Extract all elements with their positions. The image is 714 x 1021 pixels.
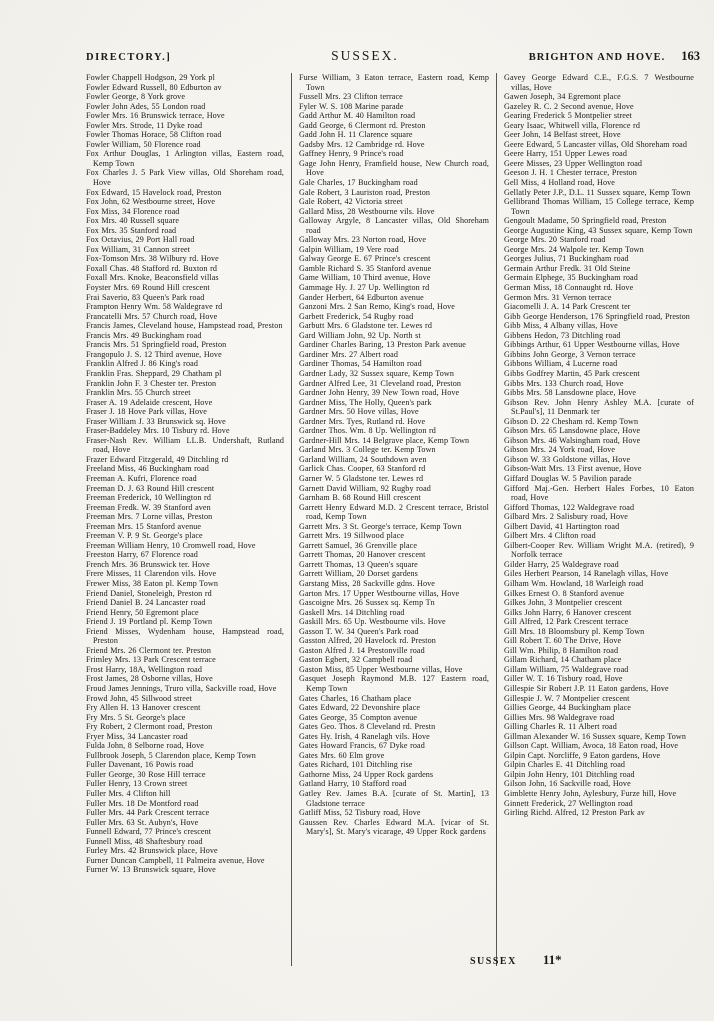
directory-entry: Fox John, 62 Westbourne street, Hove xyxy=(86,197,216,207)
directory-entry: Gates Richard, 101 Ditchling rise xyxy=(299,760,413,770)
directory-entry: Garton Mrs. 17 Upper Westbourne villas, Hove xyxy=(299,588,460,598)
directory-entry: Fox Edward, 15 Havelock road, Preston xyxy=(86,187,222,197)
directory-entry: Gazeley R. C. 2 Second avenue, Hove xyxy=(504,101,634,111)
directory-entry: Game William, 10 Third avenue, Hove xyxy=(299,273,431,283)
directory-entry: Gallard Miss, 28 Westbourne vils. Hove xyxy=(299,206,435,216)
directory-entry: Franklin Fras. Sheppard, 29 Chatham pl xyxy=(86,368,222,378)
directory-entry: Gibbens Hedon, 73 Ditchling road xyxy=(504,330,621,340)
directory-entry: Gilpin John Henry, 101 Ditchling road xyxy=(504,769,635,779)
directory-entry: Ganzoni Mrs. 2 San Remo, King's road, Hove xyxy=(299,302,455,312)
directory-entry: Gilling Charles R. 11 Albert road xyxy=(504,722,617,732)
directory-entry: Fox William, 31 Cannon street xyxy=(86,244,191,254)
directory-entry: Gaskill Mrs. 65 Up. Westbourne vils. Hove xyxy=(299,617,446,627)
directory-entry: Garlick Chas. Cooper, 63 Stanford rd xyxy=(299,464,426,474)
directory-entry: Gardner John Henry, 39 New Town road, Hove xyxy=(299,388,460,398)
directory-entry: Gifford Maj.-Gen. Herbert Hales Forbes, 10 Eaton road, Hove xyxy=(504,483,694,503)
directory-entry: Fraser William J. 33 Brunswick sq. Hove xyxy=(86,416,226,426)
directory-entry: Franklin John F. 3 Chester ter. Preston xyxy=(86,378,217,388)
directory-entry: Gill Wm. Philip, 8 Hamilton road xyxy=(504,645,619,655)
directory-entry: Germain Arthur Fredk. 31 Old Steine xyxy=(504,263,631,273)
directory-entry: Giller W. T. 16 Tisbury road, Hove xyxy=(504,674,623,684)
directory-entry: Fuller Mrs. 18 De Montford road xyxy=(86,798,199,808)
directory-entry: Gibson D. 22 Chesham rd. Kemp Town xyxy=(504,416,639,426)
directory-entry: Gates Geo. Thos. 8 Cleveland rd. Prestn xyxy=(299,722,436,732)
directory-entry: Gadsby Mrs. 12 Cambridge rd. Hove xyxy=(299,139,425,149)
directory-entry: Frere Misses, 11 Clarendon vils. Hove xyxy=(86,569,217,579)
directory-columns xyxy=(86,73,702,966)
directory-entry: Furse William, 3 Eaton terrace, Eastern road, Kemp Town xyxy=(299,73,489,92)
directory-entry: Garrett Mrs. 3 St. George's terrace, Kemp Town xyxy=(299,521,462,531)
running-head-right xyxy=(529,49,700,64)
directory-entry: Gengoult Madame, 50 Springfield road, Preston xyxy=(504,216,667,226)
directory-entry: Germon Mrs. 31 Vernon terrace xyxy=(504,292,612,302)
directory-entry: Fowler John Ades, 55 London road xyxy=(86,101,206,111)
directory-entry: Garland Mrs. 3 College ter. Kemp Town xyxy=(299,445,436,455)
directory-entry: Gale Robert, 3 Lauriston road, Preston xyxy=(299,187,430,197)
directory-entry: Gimblette Henry John, Aylesbury, Furze hill, Hove xyxy=(504,789,677,799)
directory-entry: Garnham B. 68 Round Hill crescent xyxy=(299,493,421,503)
directory-entry: Gatley Rev. James B.A. [curate of St. Martin], 13 Gladstone terrace xyxy=(299,789,489,808)
directory-entry: Frowd John, 45 Sillwood street xyxy=(86,693,192,703)
directory-entry: Gill Robert T. 60 The Drive, Hove xyxy=(504,636,622,646)
directory-entry: Garland William, 24 Southdown aven xyxy=(299,454,427,464)
directory-entry: Gathorne Miss, 24 Upper Rock gardens xyxy=(299,769,434,779)
directory-entry: Ginnett Frederick, 27 Wellington road xyxy=(504,798,633,808)
directory-entry: George Augustine King, 43 Sussex square, Kemp Town xyxy=(504,225,693,235)
directory-entry: Garrett Thomas, 20 Hanover crescent xyxy=(299,550,426,560)
directory-entry: Gillman Alexander W. 16 Sussex square, Kemp Town xyxy=(504,731,687,741)
directory-entry: Gasquet Joseph Raymond M.B. 127 Eastern road, Kemp Town xyxy=(299,674,489,693)
directory-entry: George Mrs. 24 Walpole ter. Kemp Town xyxy=(504,244,644,254)
directory-entry: Furley Mrs. 42 Brunswick place, Hove xyxy=(86,846,218,856)
directory-entry: Geeson J. H. 1 Chester terrace, Preston xyxy=(504,168,637,178)
directory-entry: Garrett Thomas, 13 Queen's square xyxy=(299,559,418,569)
directory-entry: Franklin Alfred J. 86 King's road xyxy=(86,359,198,369)
directory-entry: Francis Mrs. 51 Springfield road, Preston xyxy=(86,340,227,350)
directory-entry: Galway George E. 67 Prince's crescent xyxy=(299,254,431,264)
directory-entry: Fyler W. S. 108 Marine parade xyxy=(299,101,404,111)
directory-entry: Gardner-Hill Mrs. 14 Belgrave place, Kemp Town xyxy=(299,435,470,445)
directory-entry: Funnell Edward, 77 Prince's crescent xyxy=(86,827,212,837)
directory-entry: Fraser A. 19 Adelaide crescent, Hove xyxy=(86,397,213,407)
directory-column-3 xyxy=(496,73,701,966)
running-head-title: SUSSEX. xyxy=(331,48,399,63)
directory-entry: Freeman Frederick, 10 Wellington rd xyxy=(86,493,211,503)
directory-entry: Gibbins John George, 3 Vernon terrace xyxy=(504,349,636,359)
directory-entry: Francis Mrs. 49 Buckingham road xyxy=(86,330,202,340)
directory-entry: Gard William John, 92 Up. North st xyxy=(299,330,421,340)
directory-entry: Fowler George, 8 York grove xyxy=(86,92,186,102)
directory-entry: Gardner Thos. Wm. 8 Up. Wellington rd xyxy=(299,426,436,436)
directory-entry: Gibson Mrs. 24 York road, Hove xyxy=(504,445,616,455)
directory-entry: Fowler Chappell Hodgson, 29 York pl xyxy=(86,73,215,82)
directory-entry: Fox Mrs. 35 Stanford road xyxy=(86,225,177,235)
directory-entry: French Mrs. 36 Brunswick ter. Hove xyxy=(86,559,210,569)
directory-entry: Geere Edward, 5 Lancaster villas, Old Shoreham road xyxy=(504,139,687,149)
directory-entry: Frost James, 28 Osborne villas, Hove xyxy=(86,674,213,684)
directory-entry: Gates George, 35 Compton avenue xyxy=(299,712,418,722)
directory-entry: Giacomelli J. A. 14 Park Crescent ter xyxy=(504,302,631,312)
directory-entry: Garbutt Mrs. 6 Gladstone ter. Lewes rd xyxy=(299,321,432,331)
directory-entry: Fowler Mrs. Strode, 11 Dyke road xyxy=(86,120,203,130)
directory-entry: Garnett David William, 92 Rugby road xyxy=(299,483,431,493)
directory-entry: Friend J. 19 Portland pl. Kemp Town xyxy=(86,617,213,627)
directory-entry: Fox-Tomson Mrs. 38 Wilbury rd. Hove xyxy=(86,254,219,264)
directory-entry: Friend Misses, Wydenham house, Hampstead road, Preston xyxy=(86,626,284,646)
directory-entry: Gasson T. W. 34 Queen's Park road xyxy=(299,626,419,636)
directory-entry: Frost Harry, 18A, Wellington road xyxy=(86,664,202,674)
directory-entry: Gilbert David, 41 Hartington road xyxy=(504,521,620,531)
directory-entry: Germain Elphege, 35 Buckingham road xyxy=(504,273,638,283)
directory-entry: Gell Miss, 4 Holland road, Hove xyxy=(504,178,615,188)
directory-entry: Frampton Henry Wm. 58 Waldegrave rd xyxy=(86,302,223,312)
directory-entry: Gibson W. 33 Goldstone villas, Hove xyxy=(504,454,631,464)
footer-catchword: SUSSEX xyxy=(470,956,517,967)
directory-entry: Gardner Alfred Lee, 31 Cleveland road, Preston xyxy=(299,378,462,388)
directory-entry: Giles Herbert Pearson, 14 Ranelagh villas, Hove xyxy=(504,569,669,579)
directory-entry: Gascoigne Mrs. 26 Sussex sq. Kemp Tn xyxy=(299,598,435,608)
directory-entry: Gaston Alfred J. 14 Prestonville road xyxy=(299,645,425,655)
directory-entry: Gates Howard Francis, 67 Dyke road xyxy=(299,741,425,751)
directory-entry: Geere Harry, 151 Upper Lewes road xyxy=(504,149,627,159)
directory-entry: Freeston Harry, 67 Florence road xyxy=(86,550,198,560)
directory-entry: Garrett Samuel, 36 Grenville place xyxy=(299,540,418,550)
directory-entry: Gawen Joseph, 34 Egremont place xyxy=(504,92,621,102)
directory-entry: Gaussen Rev. Charles Edward M.A. [vicar of St. Mary's], St. Mary's vicarage, 49 Upper Rock gardens xyxy=(299,817,489,837)
directory-entry: Francatelli Mrs. 57 Church road, Hove xyxy=(86,311,218,321)
directory-entry: Gillies Mrs. 98 Waldegrave road xyxy=(504,712,615,722)
directory-entry: Freeman Mrs. 15 Stanford avenue xyxy=(86,521,202,531)
directory-entry: Garbett Frederick, 54 Rugby road xyxy=(299,311,414,321)
directory-entry: Gillespie J. W. 7 Montpelier crescent xyxy=(504,693,630,703)
directory-entry: Gardner Mrs. Tyes, Rutland rd. Hove xyxy=(299,416,426,426)
page-number: 163 xyxy=(681,49,700,63)
directory-entry: Galloway Argyle, 8 Lancaster villas, Old Shoreham road xyxy=(299,216,489,235)
directory-entry: Gale Charles, 17 Buckingham road xyxy=(299,178,418,188)
directory-entry: Gibbs Godfrey Martin, 45 Park crescent xyxy=(504,368,640,378)
directory-entry: Fry Allen H. 13 Hanover crescent xyxy=(86,703,201,713)
directory-entry: Gibb Miss, 4 Albany villas, Hove xyxy=(504,321,618,331)
directory-entry: Gates Charles, 16 Chatham place xyxy=(299,693,412,703)
directory-entry: Foyster Mrs. 69 Round Hill crescent xyxy=(86,283,210,293)
directory-entry: Fox Octavius, 29 Port Hall road xyxy=(86,235,195,245)
directory-entry: Gardner Lady, 32 Sussex square, Kemp Town xyxy=(299,368,454,378)
directory-entry: Garstang Miss, 28 Sackville gdns. Hove xyxy=(299,578,435,588)
directory-entry: Gaffney Henry, 9 Prince's road xyxy=(299,149,404,159)
directory-column-1 xyxy=(86,73,291,966)
directory-entry: Gardiner Mrs. 27 Albert road xyxy=(299,349,399,359)
directory-entry: Gillson Capt. William, Avoca, 18 Eaton road, Hove xyxy=(504,741,679,751)
directory-entry: Freeman A. Kufri, Florence road xyxy=(86,473,197,483)
directory-entry: Frazer Edward Fitzgerald, 49 Ditchling rd xyxy=(86,454,229,464)
directory-entry: Fryer Miss, 34 Lancaster road xyxy=(86,731,188,741)
directory-entry: Gatliff Miss, 52 Tisbury road, Hove xyxy=(299,808,421,818)
directory-entry: Galloway Mrs. 23 Norton road, Hove xyxy=(299,235,427,245)
directory-entry: German Miss, 18 Connaught rd. Hove xyxy=(504,283,634,293)
directory-entry: Fuller George, 30 Rose Hill terrace xyxy=(86,769,206,779)
directory-entry: Gilpin Charles E. 41 Ditchling road xyxy=(504,760,626,770)
directory-entry: Gilks John Harry, 6 Hanover crescent xyxy=(504,607,632,617)
directory-entry: Gage John Henry, Framfield house, New Church road, Hove xyxy=(299,158,489,178)
directory-entry: Gifford Thomas, 122 Waldegrave road xyxy=(504,502,635,512)
directory-entry: Gilpin Capt. Norcliffe, 9 Eaton gardens, Hove xyxy=(504,750,661,760)
directory-entry: Gilson John, 16 Sackville road, Hove xyxy=(504,779,631,789)
directory-entry: Gardiner Charles Baring, 13 Preston Park avenue xyxy=(299,340,466,350)
directory-entry: Garner W. 5 Gladstone ter. Lewes rd xyxy=(299,473,424,483)
directory-entry: Fraser-Nash Rev. William LL.B. Undershaft, Rutland road, Hove xyxy=(86,435,284,455)
directory-entry: Funnell Miss, 48 Shaftesbury road xyxy=(86,836,203,846)
directory-entry: Fullbrook Joseph, 5 Clarendon place, Kemp Town xyxy=(86,750,256,760)
running-head-left: DIRECTORY.] xyxy=(86,52,172,63)
directory-entry: Gaskell Mrs. 14 Ditchling road xyxy=(299,607,405,617)
directory-entry: Gilkes John, 3 Montpelier crescent xyxy=(504,598,623,608)
directory-entry: Gamble Richard S. 35 Stanford avenue xyxy=(299,263,432,273)
directory-entry: Gibb George Henderson, 176 Springfield road, Preston xyxy=(504,311,690,321)
directory-entry: Francis James, Cleveland house, Hampstead road, Preston xyxy=(86,321,283,331)
directory-entry: Galpin William, 19 Vere road xyxy=(299,244,399,254)
directory-entry: Frewer Miss, 38 Eaton pl. Kemp Town xyxy=(86,578,218,588)
directory-entry: Gilkes Ernest O. 8 Stanford avenue xyxy=(504,588,625,598)
directory-entry: Garrett Mrs. 19 Sillwood place xyxy=(299,531,405,541)
directory-entry: Gaston Miss, 85 Upper Westbourne villas, Hove xyxy=(299,664,463,674)
directory-entry: Gibson Mrs. 46 Walsingham road, Hove xyxy=(504,435,641,445)
directory-entry: Garrett Henry Edward M.D. 2 Crescent terrace, Bristol road, Kemp Town xyxy=(299,502,489,522)
directory-entry: Fuller Davenant, 16 Powis road xyxy=(86,760,194,770)
directory-entry: Frai Saverio, 83 Queen's Park road xyxy=(86,292,205,302)
directory-entry: Gillam Richard, 14 Chatham place xyxy=(504,655,622,665)
directory-entry: Freeman William Henry, 10 Cromwell road, Hove xyxy=(86,540,256,550)
directory-entry: Girling Richd. Alfred, 12 Preston Park av xyxy=(504,808,645,818)
directory-entry: Fraser-Baddeley Mrs. 10 Tisbury rd. Hove xyxy=(86,426,230,436)
directory-entry: Gilbard Mrs. 2 Salisbury road, Hove xyxy=(504,512,628,522)
directory-entry: Fox Charles J. 5 Park View villas, Old Shoreham road, Hove xyxy=(86,168,284,188)
directory-entry: Geere Misses, 23 Upper Wellington road xyxy=(504,158,643,168)
directory-entry: Gill Mrs. 18 Bloomsbury pl. Kemp Town xyxy=(504,626,645,636)
directory-entry: Fowler William, 50 Florence road xyxy=(86,139,201,149)
directory-entry: Franklin Mrs. 55 Church street xyxy=(86,388,191,398)
directory-entry: Gander Herbert, 64 Edburton avenue xyxy=(299,292,424,302)
directory-entry: Gasston Alfred, 20 Havelock rd. Preston xyxy=(299,636,436,646)
directory-entry: Geary Isaac, Whitwell villa, Florence rd xyxy=(504,120,640,130)
page-footer xyxy=(470,952,562,968)
directory-entry: Fry Mrs. 5 St. George's place xyxy=(86,712,186,722)
directory-entry: Gillespie Sir Robert J.P. 11 Eaton gardens, Hove xyxy=(504,684,669,693)
directory-entry: Freeman Fredk. W. 39 Stanford aven xyxy=(86,502,211,512)
directory-entry: Gardner Mrs. 50 Hove villas, Hove xyxy=(299,407,419,417)
directory-entry: Fuller Mrs. 44 Park Crescent terrace xyxy=(86,808,210,818)
directory-entry: Freeland Miss, 46 Buckingham road xyxy=(86,464,209,474)
directory-entry: Gibbings Arthur, 61 Upper Westbourne villas, Hove xyxy=(504,340,680,350)
directory-column-2 xyxy=(291,73,496,966)
directory-entry: Fowler Thomas Horace, 58 Clifton road xyxy=(86,130,222,140)
directory-entry: Freeman D. J. 63 Round Hill crescent xyxy=(86,483,215,493)
directory-entry: Foxall Chas. 48 Stafford rd. Buxton rd xyxy=(86,263,218,273)
directory-entry: Gibson Mrs. 65 Lansdowne place, Hove xyxy=(504,426,641,436)
directory-entry: Fox Miss, 34 Florence road xyxy=(86,206,180,216)
directory-entry: Fox Arthur Douglas, 1 Arlington villas, Eastern road, Kemp Town xyxy=(86,149,284,168)
directory-entry: Fowler Mrs. 16 Brunswick terrace, Hove xyxy=(86,111,225,121)
directory-entry: Fuller Mrs. 4 Clifton hill xyxy=(86,789,171,799)
directory-entry: Gillam William, 75 Waldegrave road xyxy=(504,664,629,674)
directory-entry: Gardiner Thomas, 54 Hamilton road xyxy=(299,359,422,369)
directory-entry: Gadd Arthur M. 40 Hamilton road xyxy=(299,111,416,121)
directory-entry: Gates Edward, 22 Devonshire place xyxy=(299,703,421,713)
directory-entry: Giffard Douglas W. 5 Pavilion parade xyxy=(504,473,632,483)
directory-entry: Gibbs Mrs. 133 Church road, Hove xyxy=(504,378,624,388)
directory-entry: Fry Robert, 2 Clermont road, Preston xyxy=(86,722,213,732)
directory-entry: Gammage Hy. J. 27 Up. Wellington rd xyxy=(299,283,430,293)
directory-entry: Gellatly Peter J.P., D.L. 11 Sussex square, Kemp Town xyxy=(504,187,691,197)
directory-entry: Fussell Mrs. 23 Clifton terrace xyxy=(299,92,403,102)
directory-entry: Froud James Jennings, Truro villa, Sackville road, Hove xyxy=(86,684,277,693)
directory-entry: Gibbons William, 4 Lucerne road xyxy=(504,359,618,369)
directory-entry: Furner Duncan Campbell, 11 Palmeira avenue, Hove xyxy=(86,855,265,865)
directory-entry: Gilder Harry, 25 Waldegrave road xyxy=(504,559,619,569)
directory-entry: Friend Mrs. 26 Clermont ter. Preston xyxy=(86,645,211,655)
directory-entry: Furner W. 13 Brunswick square, Hove xyxy=(86,865,216,875)
directory-entry: Gibson-Watt Mrs. 13 First avenue, Hove xyxy=(504,464,642,474)
directory-entry: Gillies George, 44 Buckingham place xyxy=(504,703,631,713)
directory-entry: Gadd John H. 11 Clarence square xyxy=(299,130,413,140)
directory-entry: Gilbert Mrs. 4 Clifton road xyxy=(504,531,596,541)
directory-entry: Fowler Edward Russell, 80 Edburton av xyxy=(86,82,222,92)
directory-entry: Frangopulo J. S. 12 Third avenue, Hove xyxy=(86,349,222,359)
directory-entry: Gardner Miss, The Holly, Queen's park xyxy=(299,397,432,407)
directory-entry: Gaston Egbert, 32 Campbell road xyxy=(299,655,413,665)
directory-entry: Friend Henry, 50 Egremont place xyxy=(86,607,199,617)
directory-entry: George Mrs. 20 Stanford road xyxy=(504,235,606,245)
directory-entry: Gibson Rev. John Henry Ashley M.A. [curate of St.Paul's], 11 Denmark ter xyxy=(504,397,694,417)
running-head xyxy=(86,48,700,64)
directory-entry: Gadd George, 6 Clermont rd. Preston xyxy=(299,120,426,130)
running-head-section: BRIGHTON AND HOVE. xyxy=(528,52,666,63)
directory-entry: Gearing Frederick 5 Montpelier street xyxy=(504,111,633,121)
directory-entry: Freeman Mrs. 7 Lorne villas, Preston xyxy=(86,512,213,522)
directory-entry: Gill Alfred, 12 Park Crescent terrace xyxy=(504,617,629,627)
directory-entry: Fuller Henry, 13 Crown street xyxy=(86,779,188,789)
directory-entry: Gilbert-Cooper Rev. William Wright M.A. (retired), 9 Norfolk terrace xyxy=(504,540,694,560)
directory-entry: Gavey George Edward C.E., F.G.S. 7 Westbourne villas, Hove xyxy=(504,73,694,92)
directory-entry: Friend Daniel B. 24 Lancaster road xyxy=(86,598,206,608)
directory-entry: Garrett William, 20 Dorset gardens xyxy=(299,569,418,579)
directory-entry: Gellibrand Thomas William, 15 College terrace, Kemp Town xyxy=(504,197,694,216)
directory-entry: Gibbs Mrs. 58 Lansdowne place, Hove xyxy=(504,388,637,398)
directory-entry: Gale Robert, 42 Victoria street xyxy=(299,197,403,207)
footer-signature-mark: 11* xyxy=(542,952,562,967)
directory-entry: Fuller Mrs. 63 St. Aubyn's, Hove xyxy=(86,817,199,827)
directory-entry: Gatland Harry, 10 Stafford road xyxy=(299,779,407,789)
directory-entry: Georges Julius, 71 Buckingham road xyxy=(504,254,629,264)
directory-entry: Fraser J. 18 Hove Park villas, Hove xyxy=(86,407,207,417)
directory-entry: Freeman V. P. 9 St. George's place xyxy=(86,531,203,541)
directory-entry: Frimley Mrs. 13 Park Crescent terrace xyxy=(86,655,216,665)
directory-entry: Gilham Wm. Howland, 18 Warleigh road xyxy=(504,578,644,588)
directory-entry: Friend Daniel, Stoneleigh, Preston rd xyxy=(86,588,212,598)
directory-entry: Gates Hy. Irish, 4 Ranelagh vils. Hove xyxy=(299,731,430,741)
directory-entry: Fulda John, 8 Selborne road, Hove xyxy=(86,741,204,751)
directory-entry: Fox Mrs. 40 Russell square xyxy=(86,216,180,226)
directory-entry: Foxall Mrs. Knoke, Beaconsfield villas xyxy=(86,273,219,283)
directory-entry: Gates Mrs. 60 Elm grove xyxy=(299,750,385,760)
directory-entry: Geer John, 14 Belfast street, Hove xyxy=(504,130,621,140)
